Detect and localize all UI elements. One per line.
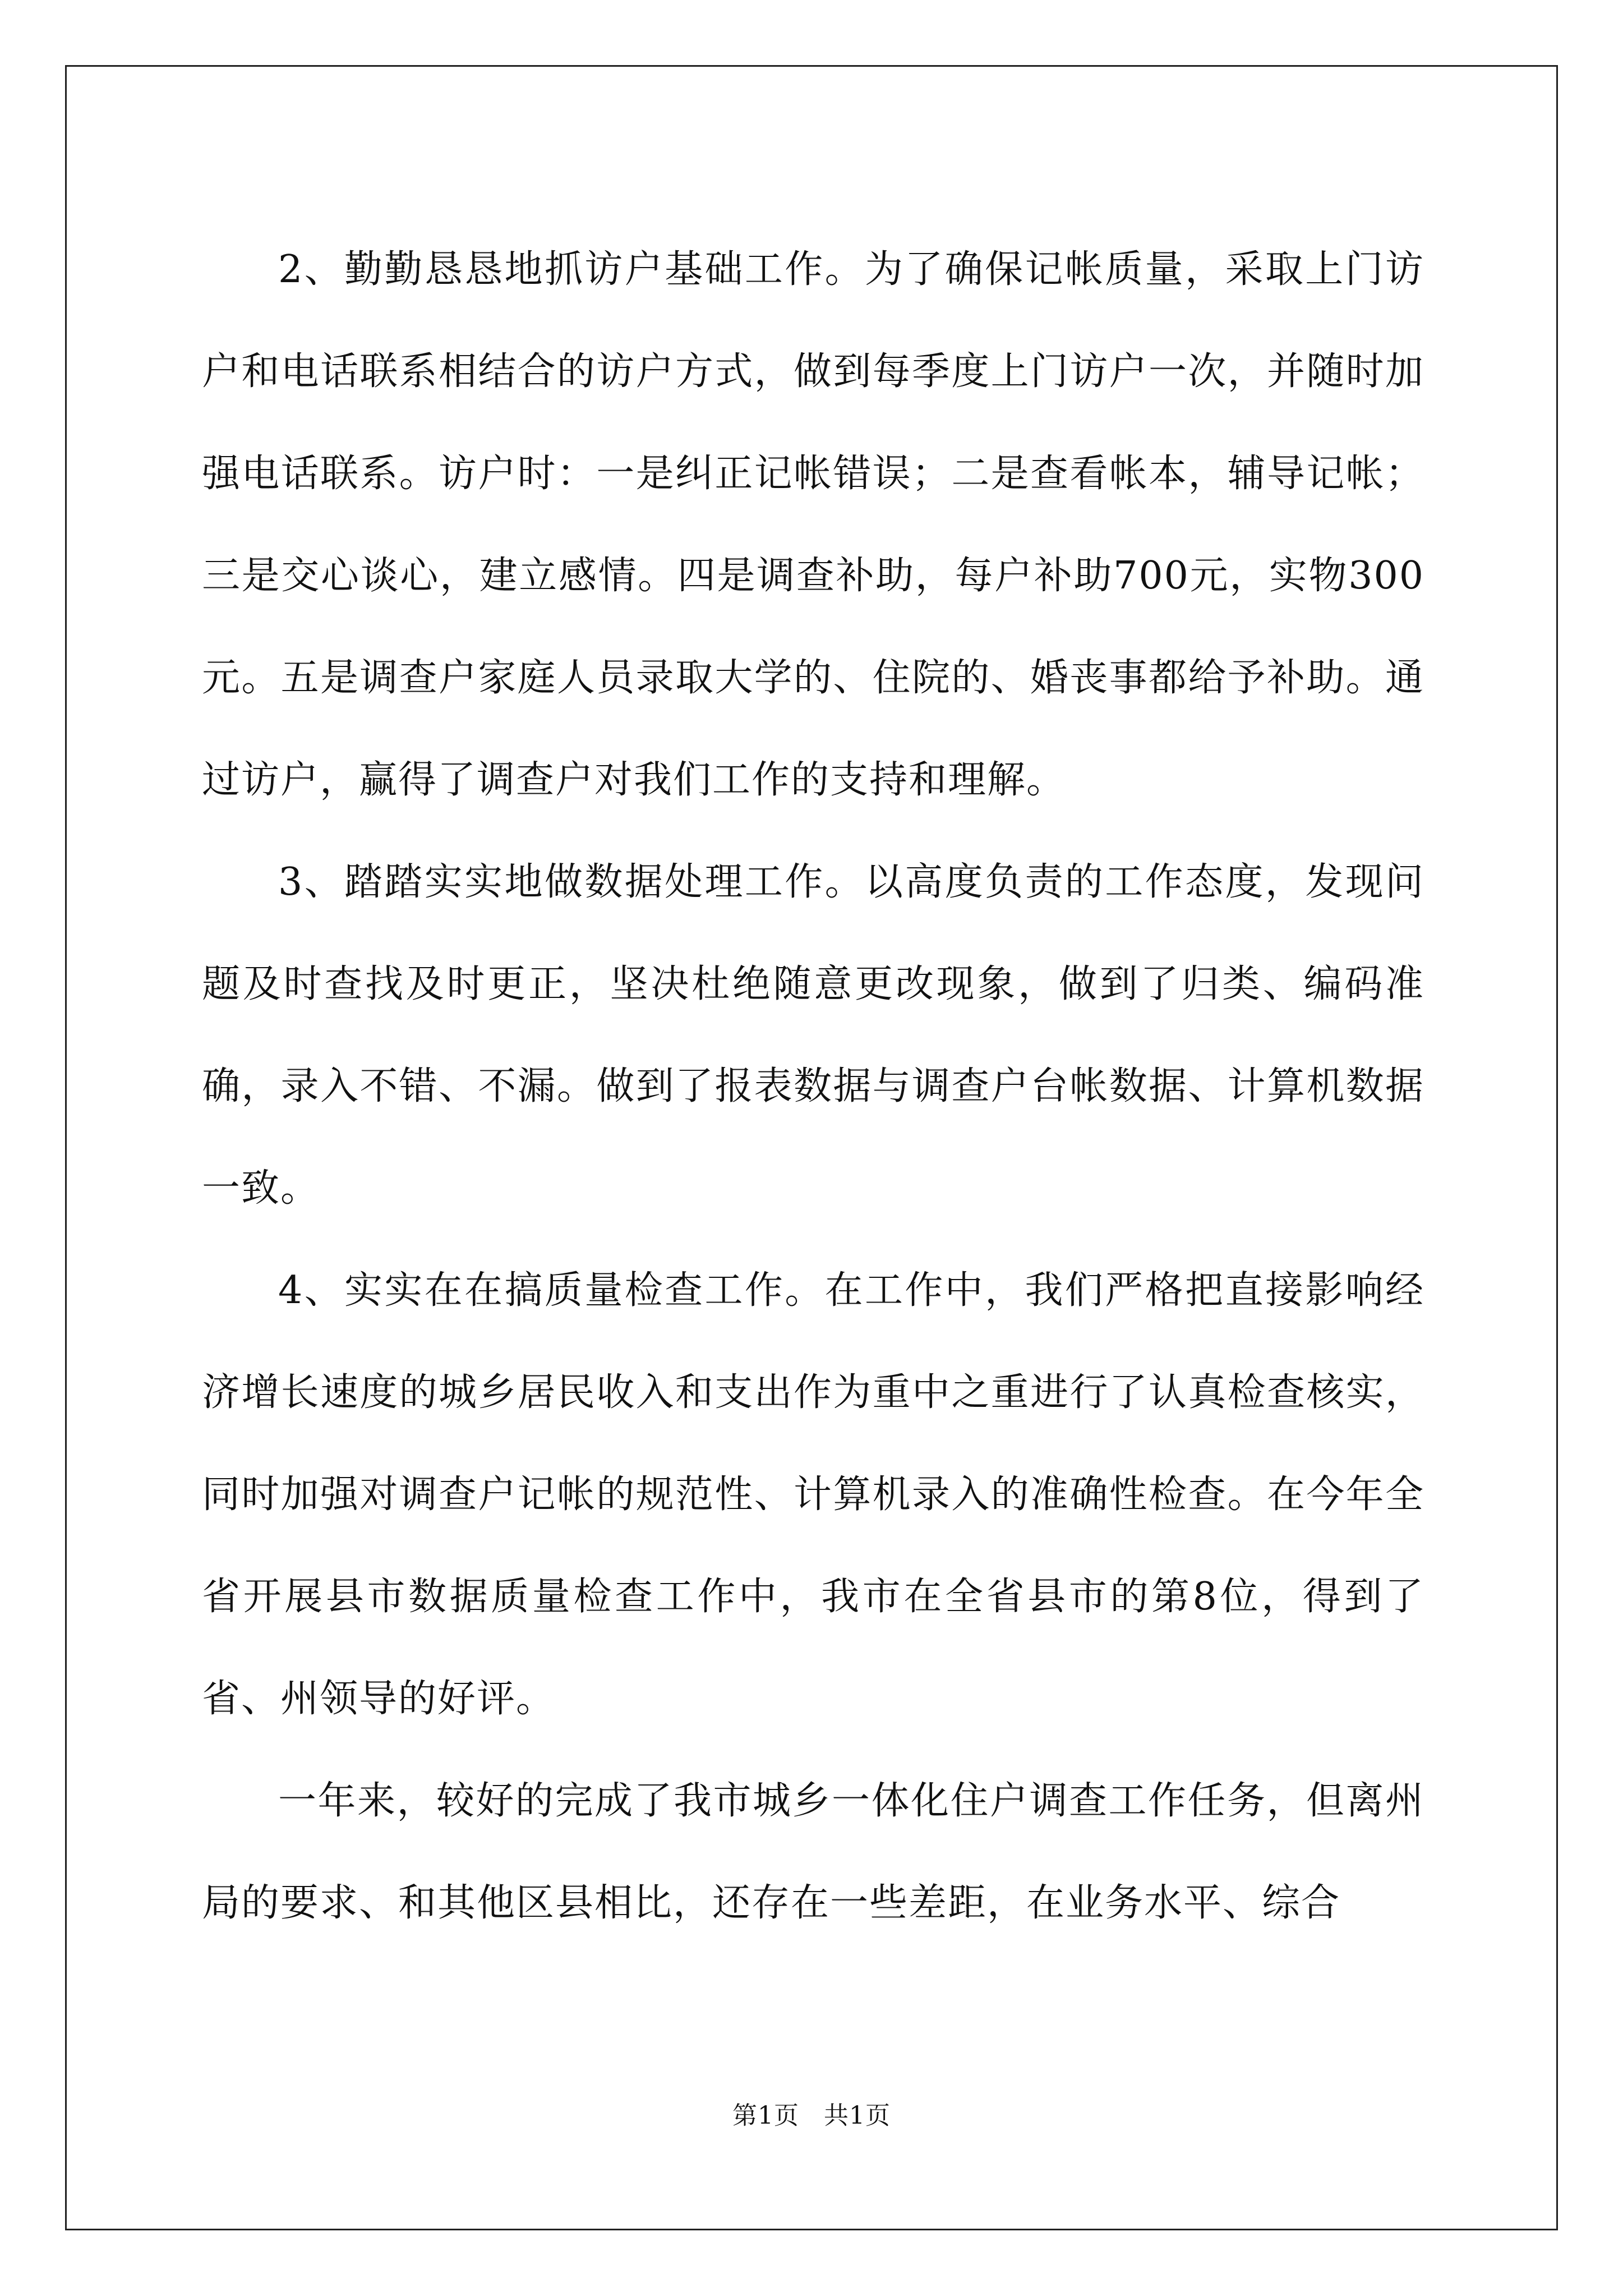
page-number-total: 共1页 [824, 2101, 891, 2130]
paragraph-quality-check: 4、实实在在搞质量检查工作。在工作中，我们严格把直接影响经济增长速度的城乡居民收入和支出作为重中之重进行了认真检查核实，同时加强对调查户记帐的规范性、计算机录入的准确性检查。在今年全省开展县市数据质量检查工作中，我市在全省县市的第8位，得到了省、州领导的好评。 [202, 1268, 1424, 1721]
document-body [202, 219, 1424, 1954]
paragraph-data-processing: 3、踏踏实实地做数据处理工作。以高度负责的工作态度，发现问题及时查找及时更正，坚决杜绝随意更改现象，做到了归类、编码准确，录入不错、不漏。做到了报表数据与调查户台帐数据、计算机数据一致。 [202, 860, 1424, 1211]
paragraph-summary: 一年来，较好的完成了我市城乡一体化住户调查工作任务，但离州局的要求、和其他区县相比，还存在一些差距，在业务水平、综合 [202, 1779, 1424, 1925]
paragraph-visit-households: 2、勤勤恳恳地抓访户基础工作。为了确保记帐质量，采取上门访户和电话联系相结合的访户方式，做到每季度上门访户一次，并随时加强电话联系。访户时：一是纠正记帐错误；二是查看帐本，辅导记帐；三是交心谈心，建立感情。四是调查补助，每户补助700元，实物300元。五是调查户家庭人员录取大学的、住院的、婚丧事都给予补助。通过访户，赢得了调查户对我们工作的支持和理解。 [202, 247, 1424, 802]
page-footer [0, 2095, 1623, 2131]
page-number-current: 第1页 [732, 2101, 799, 2130]
